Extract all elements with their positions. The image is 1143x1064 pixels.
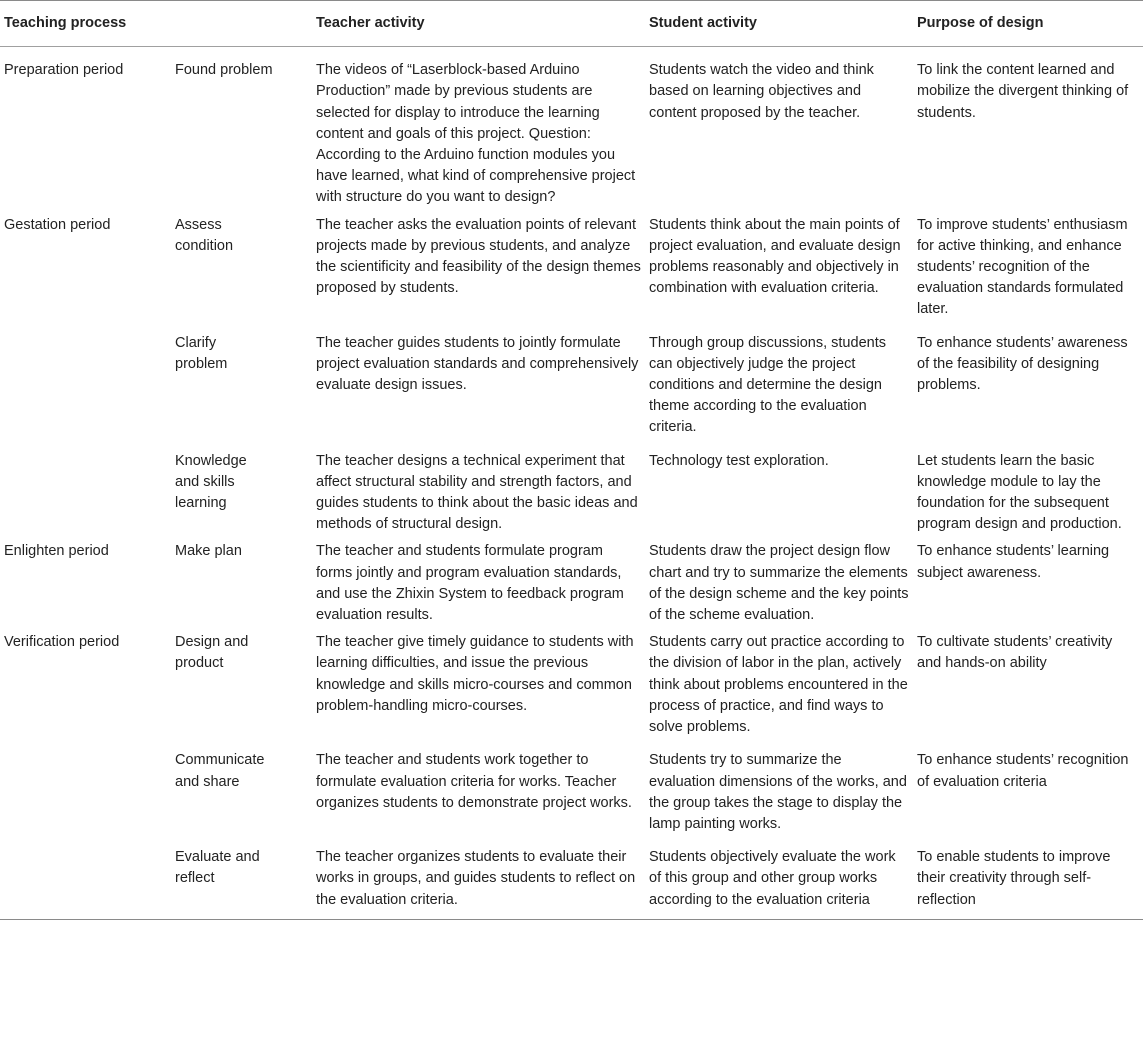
stage-cell: Assess condition	[175, 216, 234, 254]
stage-cell: Communicate and share	[175, 752, 265, 790]
header-teaching-process: Teaching process	[0, 1, 171, 47]
stage-cell: Design and product	[175, 634, 249, 672]
purpose-cell: To link the content learned and mobilize the divergent thinking of students.	[917, 62, 1129, 121]
period-cell: Enlighten period	[4, 543, 109, 560]
period-cell	[0, 740, 171, 837]
teacher-activity-cell: The teacher guides students to jointly formulate project evaluation standards and comprehensively evaluate design issues.	[316, 334, 639, 394]
period-cell: Verification period	[4, 634, 120, 651]
student-activity-cell: Through group discussions, students can objectively judge the project conditions and determine the design theme according to the evaluation criteria.	[649, 334, 886, 436]
purpose-cell: To enhance students’ learning subject awareness.	[917, 543, 1110, 581]
header-row	[0, 1, 1143, 47]
purpose-cell: To enable students to improve their creativity through self-reflection	[913, 837, 1143, 919]
period-cell: Preparation period	[4, 62, 124, 79]
header-student-activity: Student activity	[645, 1, 913, 47]
header-stage	[171, 1, 312, 47]
teacher-activity-cell: The teacher asks the evaluation points of relevant projects made by previous students, and analyze the scientificity and feasibility of the design themes proposed by students.	[316, 216, 641, 297]
student-activity-cell: Students watch the video and think based on learning objectives and content proposed by the teacher.	[649, 62, 874, 121]
teacher-activity-cell: The teacher designs a technical experiment that affect structural stability and strength factors, and guides students to think about the basic ideas and methods of structural design.	[316, 452, 638, 533]
teacher-activity-cell: The teacher organizes students to evaluate their works in groups, and guides students to reflect on the evaluation criteria.	[312, 837, 645, 919]
table-row	[0, 441, 1143, 538]
student-activity-cell: Students carry out practice according to the division of labor in the plan, actively think about problems encountered in the process of practice, and find ways to solve problems.	[649, 634, 908, 736]
teacher-activity-cell: The teacher and students formulate program forms jointly and program evaluation standards, and use the Zhixin System to feedback program evaluation results.	[316, 543, 624, 624]
purpose-cell: To cultivate students’ creativity and hands-on ability	[917, 634, 1113, 672]
purpose-cell: To enhance students’ recognition of evaluation criteria	[917, 752, 1129, 790]
stage-cell: Knowledge and skills learning	[175, 452, 247, 512]
period-cell	[0, 323, 171, 441]
student-activity-cell: Students think about the main points of project evaluation, and evaluate design problems reasonably and objectively in combination with evaluation criteria.	[649, 216, 901, 297]
student-activity-cell: Students draw the project design flow chart and try to summarize the elements of the design scheme and the key points of the scheme evaluation.	[649, 543, 909, 624]
period-cell	[0, 837, 171, 919]
period-cell	[0, 441, 171, 538]
student-activity-cell: Students try to summarize the evaluation dimensions of the works, and the group takes the stage to display the lamp painting works.	[649, 752, 907, 832]
purpose-cell: Let students learn the basic knowledge module to lay the foundation for the subsequent program design and production.	[917, 452, 1122, 533]
period-cell: Gestation period	[4, 216, 111, 233]
table-row	[0, 628, 1143, 740]
purpose-cell: To improve students’ enthusiasm for active thinking, and enhance students’ recognition of the evaluation standards formulated later.	[917, 216, 1128, 318]
stage-cell: Found problem	[175, 62, 273, 79]
student-activity-cell: Students objectively evaluate the work of this group and other group works according to the evaluation criteria	[645, 837, 913, 919]
student-activity-cell: Technology test exploration.	[649, 452, 829, 469]
table-row	[0, 740, 1143, 837]
header-purpose-of-design: Purpose of design	[913, 1, 1143, 47]
table-row	[0, 211, 1143, 323]
table-row	[0, 47, 1143, 211]
table-row	[0, 537, 1143, 628]
purpose-cell: To enhance students’ awareness of the feasibility of designing problems.	[917, 334, 1128, 394]
teacher-activity-cell: The videos of “Laserblock-based Arduino Production” made by previous students are selected for display to introduce the learning content and goals of this project. Question: According to the Arduino function modules you have learned, what kind of comprehensive project with structure do you want to design?	[316, 62, 636, 206]
teacher-activity-cell: The teacher and students work together to formulate evaluation criteria for works. Teacher organizes students to demonstrate project works.	[316, 752, 632, 811]
table-row	[0, 323, 1143, 441]
header-teacher-activity: Teacher activity	[312, 1, 645, 47]
stage-cell: Evaluate and reflect	[171, 837, 312, 919]
stage-cell: Make plan	[175, 543, 242, 560]
teacher-activity-cell: The teacher give timely guidance to students with learning difficulties, and issue the previous knowledge and skills micro-courses and common problem-handling micro-courses.	[316, 634, 634, 714]
stage-cell: Clarify problem	[175, 334, 228, 372]
table-row	[0, 837, 1143, 919]
